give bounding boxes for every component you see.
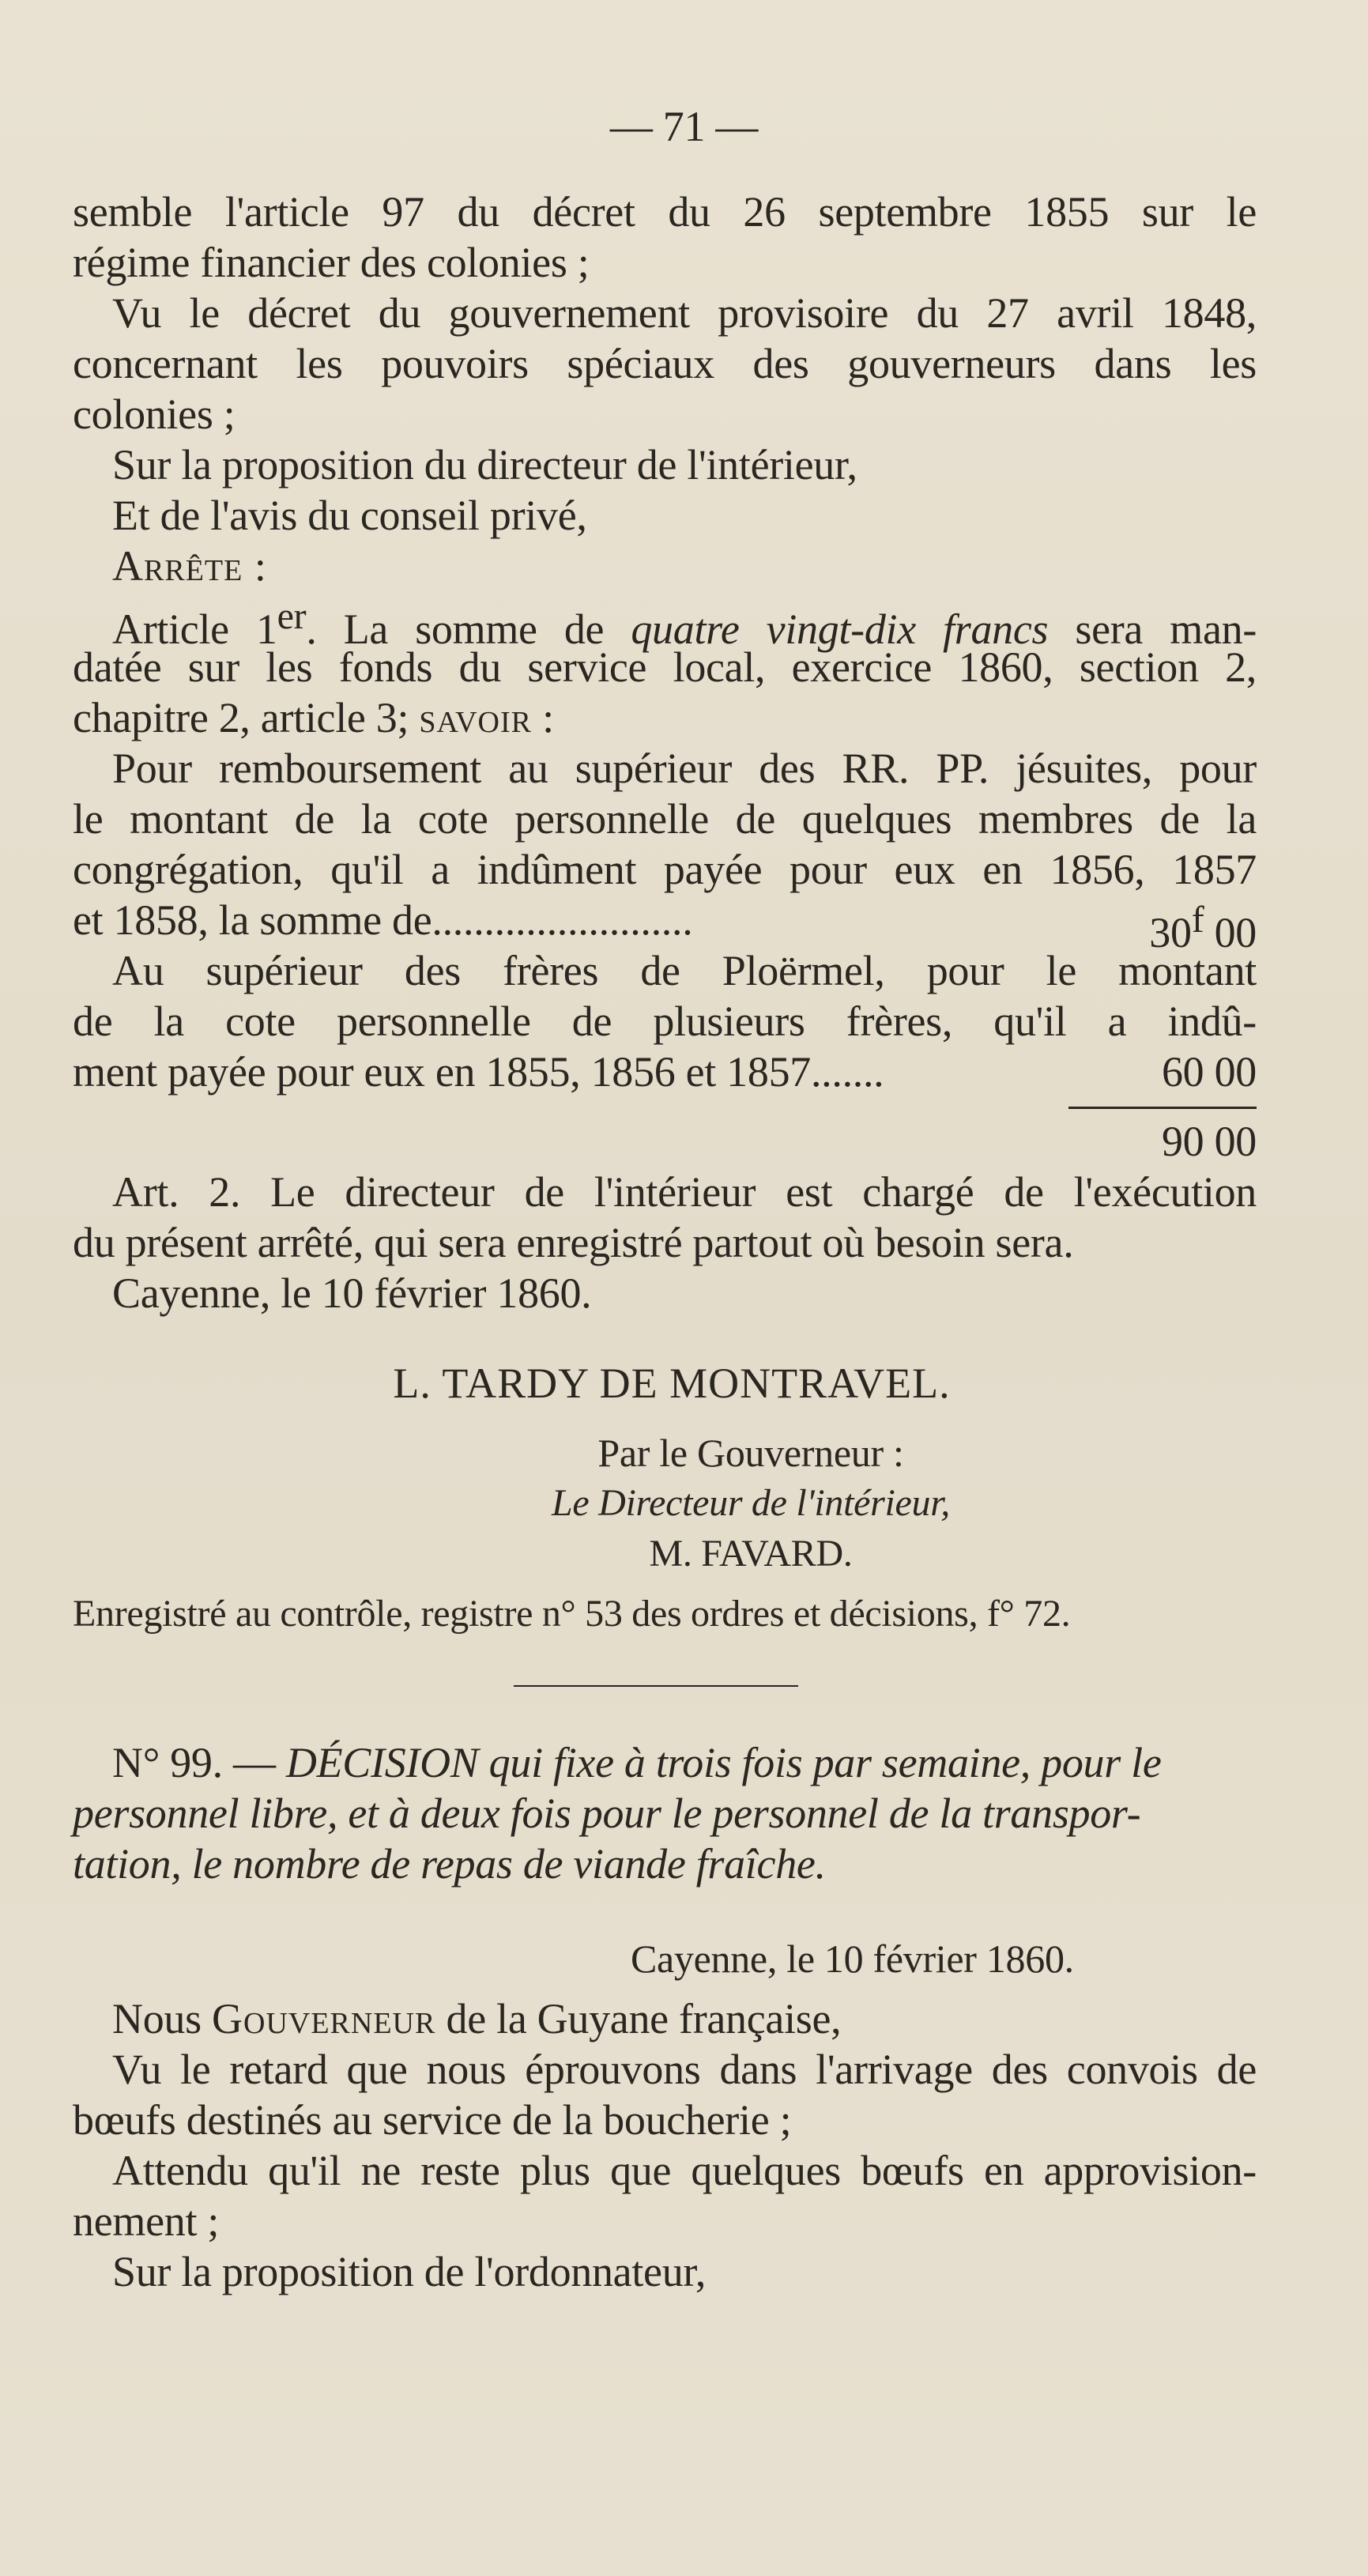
- favard-signature: M. FAVARD.: [649, 1533, 853, 1575]
- article-1-line: Article 1er. La somme de quatre vingt-dix francs sera man-: [112, 595, 1257, 653]
- total-amount: 90 00: [1161, 1118, 1257, 1165]
- par-le-gouverneur: Par le Gouverneur :: [597, 1431, 904, 1475]
- attendu-line: nement ;: [73, 2197, 220, 2245]
- text-line: semble l'article 97 du décret du 26 septembre 1855 sur le: [73, 188, 1257, 236]
- item-1-amount-line: et 1858, la somme de......................... 30$^f$ 00: [73, 896, 1257, 956]
- place-date-2: Cayenne, le 10 février 1860.: [631, 1937, 1074, 1981]
- decision-heading: personnel libre, et à deux fois pour le personnel de la transpor-: [73, 1790, 1141, 1837]
- item-1-line: le montant de la cote personnelle de quelques membres de la: [73, 795, 1257, 843]
- enregistre-note: Enregistré au contrôle, registre n° 53 des ordres et décisions, f° 72.: [73, 1593, 1071, 1635]
- item-1-amount: 30$^f$ 00: [1149, 899, 1257, 956]
- text-line: concernant les pouvoirs spéciaux des gouverneurs dans les: [73, 340, 1257, 387]
- page-number: — 71 —: [609, 103, 759, 150]
- article-2-line: du présent arrêté, qui sera enregistré partout où besoin sera.: [73, 1219, 1074, 1266]
- item-2-line: Au supérieur des frères de Ploërmel, pour le montant: [112, 947, 1257, 994]
- text-line: Sur la proposition du directeur de l'intérieur,: [112, 441, 857, 488]
- item-2-amount-line: ment payée pour eux en 1855, 1856 et 1857....... 60 00: [73, 1048, 1257, 1096]
- item-1-line: Pour remboursement au supérieur des RR. PP. jésuites, pour: [112, 745, 1257, 792]
- place-date: Cayenne, le 10 février 1860.: [112, 1269, 592, 1317]
- decision-heading: tation, le nombre de repas de viande fraîche.: [73, 1840, 826, 1888]
- article-1-line: datée sur les fonds du service local, exercice 1860, section 2,: [73, 643, 1257, 691]
- text-line: colonies ;: [73, 390, 236, 438]
- article-1-line: chapitre 2, article 3; savoir :: [73, 694, 554, 741]
- text-line: régime financier des colonies ;: [73, 239, 590, 286]
- item-1-line: congrégation, qu'il a indûment payée pour eux en 1856, 1857: [73, 846, 1257, 893]
- directeur-title: Le Directeur de l'intérieur,: [552, 1482, 950, 1524]
- text-line: Vu le décret du gouvernement provisoire du 27 avril 1848,: [112, 289, 1257, 337]
- vu-line: bœufs destinés au service de la boucherie ;: [73, 2096, 792, 2144]
- nous-line: Nous Gouverneur de la Guyane française,: [112, 1995, 842, 2042]
- decision-heading: N° 99. — DÉCISION qui fixe à trois fois par semaine, pour le: [112, 1739, 1162, 1786]
- sur-line: Sur la proposition de l'ordonnateur,: [112, 2248, 707, 2295]
- total-rule: [1068, 1107, 1257, 1109]
- section-divider: [514, 1685, 798, 1687]
- item-2-line: de la cote personnelle de plusieurs frères, qu'il a indû-: [73, 998, 1257, 1045]
- text-line: Et de l'avis du conseil privé,: [112, 492, 587, 539]
- article-2-line: Art. 2. Le directeur de l'intérieur est chargé de l'exécution: [112, 1168, 1257, 1216]
- attendu-line: Attendu qu'il ne reste plus que quelques bœufs en approvision-: [112, 2147, 1257, 2194]
- vu-line: Vu le retard que nous éprouvons dans l'arrivage des convois de: [112, 2046, 1257, 2093]
- signature: L. TARDY DE MONTRAVEL.: [393, 1360, 951, 1407]
- arrete-label: Arrête :: [112, 542, 267, 590]
- item-2-amount: 60 00: [1161, 1048, 1257, 1096]
